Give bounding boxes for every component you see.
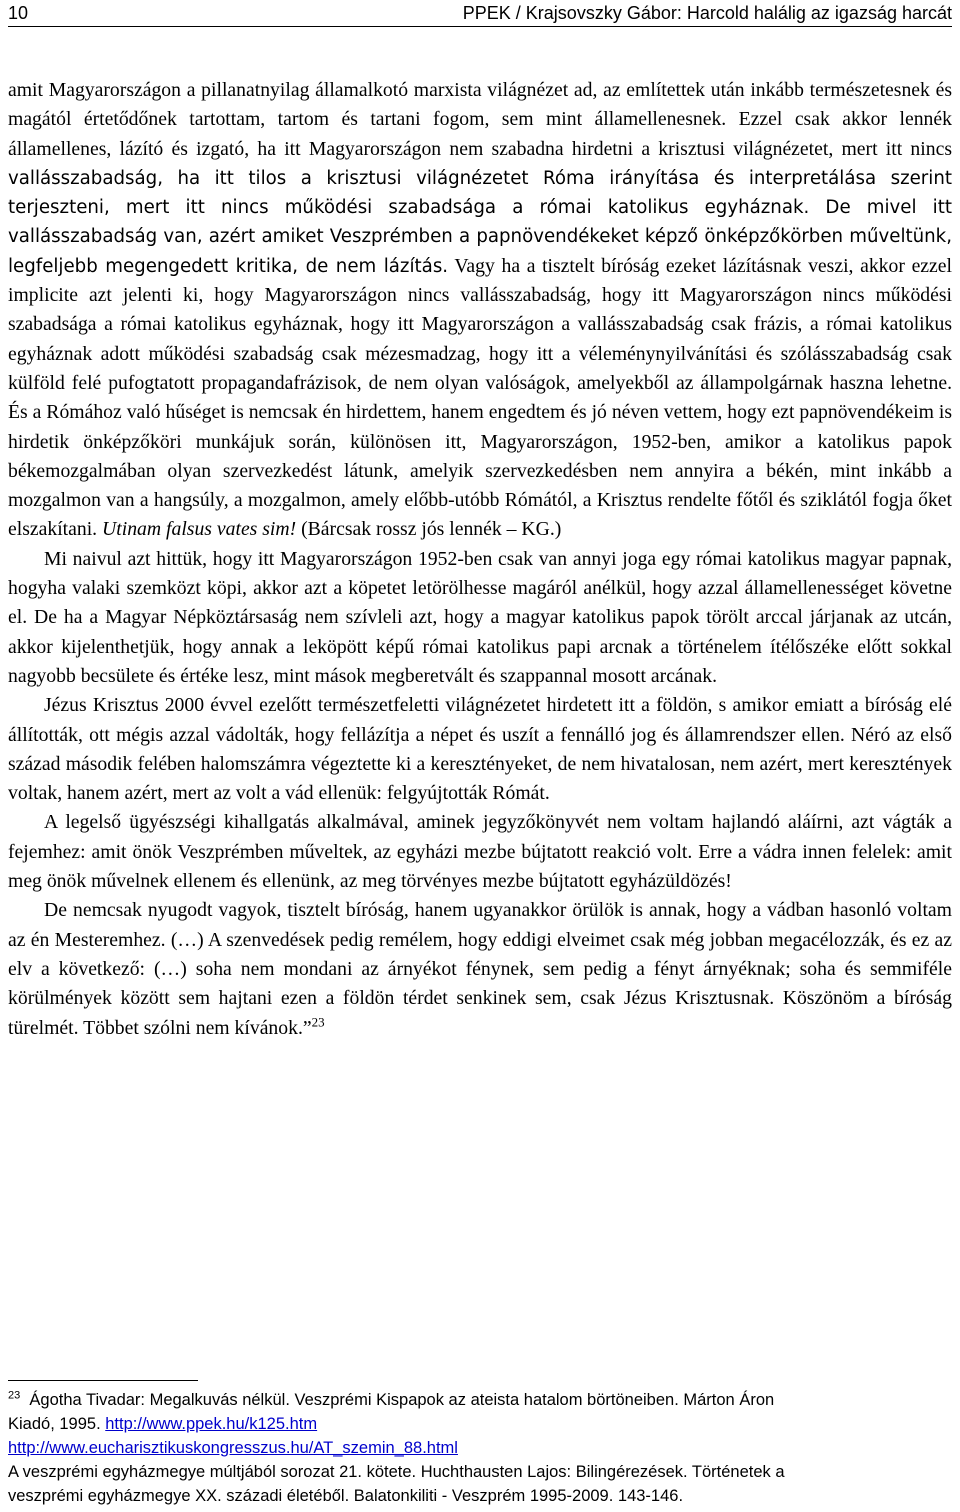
paragraph-1-part-b: Ezzel csak akkor lennék államellenes, lázító és izgató, ha itt Magyarországon nem szabadna hirdetni a krisztusi világnézetet, mert itt nincs — [8, 108, 952, 160]
latin-quote: Utinam falsus vates sim! — [102, 518, 297, 541]
page-number: 10 — [8, 3, 29, 23]
footnote-line-2 — [8, 1412, 952, 1436]
header-divider — [8, 26, 952, 27]
paragraph-1 — [8, 76, 952, 545]
paragraph-1-part-e: (Bárcsak rossz jós lennék – KG.) — [296, 518, 562, 541]
paragraph-5 — [8, 896, 952, 1042]
footnote-number: 23 — [8, 1389, 21, 1402]
footnote-reference[interactable]: 23 — [311, 1013, 325, 1029]
paragraph-1-part-d: Vagy ha a tisztelt bíróság ezeket lázításnak veszi, akkor ezzel implicite azt jelenti ki, hogy Magyarországon nincs vallásszabadság, hogy itt Magyarországon nincs működési szabadsága a római katolikus egyháznak, hogy itt Magyarországon a vallásszabadság csak frázis, a római katolikus egyháznak adott működési szabadság csak mézesmadzag, hogy itt a véleménynyilvánítási és szólásszabadság csak külföld felé pufogtatott propagandafrázisok, de nem olyan valóságok, amelyekből az állampolgárnak haszna lehetne. És a Rómához való hűséget is nemcsak én hirdettem, hanem engedtem és jó néven vettem, hogy ezt papnövendékeim is hirdetik önképzőköri munkájuk során, különösen itt, Magyarországon, 1952-ben, amikor a katolikus papok békemozgalmában olyan szervezkedést látunk, amelyik szervezkedésben nem annyira a békén, mint inkább a mozgalmon van a hangsúly, a mozgalmon, amely előbb-utóbb Rómától, a Krisztus rendelte főtől és sziklától fogja őket elszakítani. — [8, 254, 952, 541]
footnote-line-3 — [8, 1436, 952, 1460]
paragraph-3: Jézus Krisztus 2000 évvel ezelőtt természetfeletti világnézetet hirdetett itt a földön, s amikor emiatt a bíróság elé állították, ott mégis azzal vádolták, hogy fellázítja a népet és uszít a fennálló jog és államrendszer ellen. Néró az első század második felében halomszámra végeztette ki a keresztényeket, de nem hivatalosan, nem azért, mert keresztények voltak, hanem azért, mert az volt a vád ellenük: felgyújtották Rómát. — [8, 694, 952, 805]
footnote-link-ppek[interactable]: http://www.ppek.hu/k125.htm — [105, 1415, 318, 1433]
page-header — [8, 0, 952, 26]
footnote — [8, 1388, 952, 1508]
paragraph-1-part-a: amit Magyarországon a pillanatnyilag államalkotó marxista világnézet ad, az említettek után inkább természetesnek és magától értetődőnek tartottam, tartom és tartani fogom, sem mint államellenesnek. — [8, 79, 952, 131]
paragraph-4: A legelső ügyészségi kihallgatás alkalmával, aminek jegyzőkönyvét nem voltam hajlandó aláírni, azt vágták a fejemhez: amit önök Veszprémben műveltek, az egyházi mezbe bújtatott reakció volt. Erre a vádra innen felelek: amit meg önök művelnek ellenem és ellenünk, az meg törvényes mezbe bújtatott egyházüldözés! — [8, 811, 952, 893]
footnote-link-eucharistic[interactable]: http://www.eucharisztikuskongresszus.hu/AT_szemin_88.html — [8, 1439, 458, 1457]
footnote-text-1: Ágotha Tivadar: Megalkuvás nélkül. Veszprémi Kispapok az ateista hatalom börtöneiben. Márton Áron — [29, 1391, 775, 1409]
footnote-text-2: Kiadó, 1995. — [8, 1415, 106, 1433]
paragraph-5-text: De nemcsak nyugodt vagyok, tisztelt bíróság, hanem ugyanakkor örülök is annak, hogy a vádban hasonló voltam az én Mesteremhez. (…) A szenvedések pedig remélem, hogy eddigi elveimet csak még jobban megacélozzák, és ez az elv a következő: (…) soha nem mondani az árnyékot fénynek, sem pedig a fényt árnyéknak; soha és semmiféle körülmények között sem hajtani ezen a földön térdet senkinek sem, csak Jézus Krisztusnak. Köszönöm a bíróság türelmét. Többet szólni nem kívánok.” — [8, 899, 952, 1039]
main-text — [8, 76, 952, 1043]
footnote-line-1 — [8, 1388, 952, 1412]
footnote-line-5: veszprémi egyházmegye XX. századi életéből. Balatonkiliti - Veszprém 1995-2009. 143-146. — [8, 1487, 684, 1505]
footnote-line-4: A veszprémi egyházmegye múltjából sorozat 21. kötete. Huchthausten Lajos: Bilingérezések. Történetek a — [8, 1463, 785, 1481]
paragraph-2: Mi naivul azt hittük, hogy itt Magyarországon 1952-ben csak van annyi joga egy római katolikus magyar papnak, hogyha valaki szemközt köpi, akkor azt a köpetet letörölhesse magáról anélkül, hogy azzal államellenességet követne el. De ha a Magyar Népköztársaság nem szívleli azt, hogy a magyar katolikus papok törölt arccal járjanak az utcán, akkor kijelenthetjük, hogy annak a leköpött képű római katolikus papi arcnak a történelem ítélőszéke előtt sokkal nagyobb becsülete és értéke lesz, mint mások megberetvált és szappannal mosott arcának. — [8, 547, 952, 687]
footnote-divider — [8, 1380, 198, 1381]
running-title: PPEK / Krajsovszky Gábor: Harcold halálig az igazság harcát — [462, 3, 952, 23]
paragraph-1-part-c: vallásszabadság, ha itt tilos a krisztusi világnézetet Róma irányítása és interpretálása szerint terjeszteni, mert itt nincs működési szabadsága a római katolikus egyháznak. De mivel itt vallásszabadság van, azért amiket Veszprémben a papnövendékeket képző önképzőkörben műveltünk, legfeljebb megengedett kritika, de nem lázítás. — [8, 167, 952, 277]
